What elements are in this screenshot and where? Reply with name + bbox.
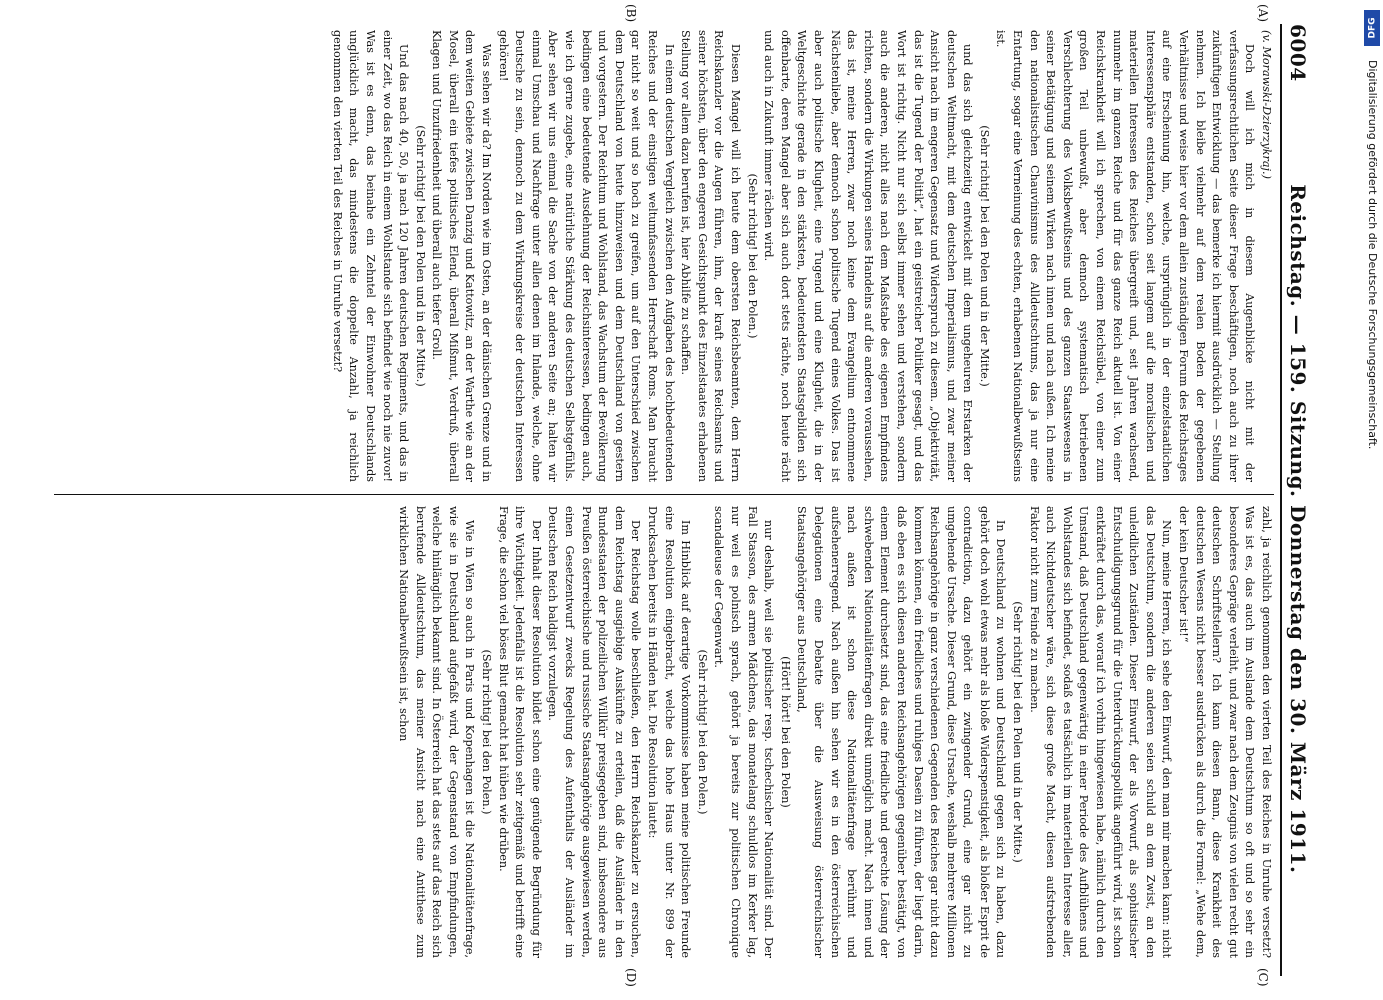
page-header (1286, 24, 1316, 976)
column-divider (54, 494, 1274, 495)
paragraph: zahl, ja reichlich genommen den vierten Teil des Reiches in Unruhe versetzt? Was ist es, das auch im Auslande dem Deutschtum so oft und so sehr ein besonderes Gepräge verleiht, und zwar nach dem Zeugnis von vielen recht gut deutschen Schriftstellern? Ich kann diesen Bann, diese Krankheit des deutschen Wesens nicht besser ausdrücken als durch die Formel: „Wehe dem, der kein Deutscher ist!“ (1177, 506, 1273, 958)
page-number: 6004 (1286, 24, 1310, 82)
dfg-logo-text: DFG (1367, 17, 1378, 39)
paragraph: Diesen Mangel will ich heute dem obersten Reichsbeamten, dem Herrn Reichskanzler vor die Augen führen, ihm, der kraft seines Reichsamts und seiner höchsten, über den engeren Gesichtspunkt des Einzelstaates erhabenen Stellung vor allem dazu berufen ist, hier Abhilfe zu schaffen. (679, 30, 742, 482)
interjection: (Sehr richtig! bei den Polen.) (480, 649, 494, 815)
resolution-text: Der Reichstag wolle beschließen, den Herrn Reichskanzler zu ersuchen, dem Reichstag ausgiebige Auskünfte zu erteilen, daß die Ausländer in den Bundesstaaten der polizeilichen Willkür preisgegeben sind, insbesondere aus Preußen österreichische und russische Staatsangehörige ausgewiesen werden, einen Gesetzentwurf zwecks Regelung des Aufenthalts der Ausländer im Deutschen Reich baldigst vorzulegen. (546, 506, 643, 958)
margin-marker-a: (A) (1256, 4, 1270, 23)
paragraph: Im Hinblick auf derartige Vorkommnisse haben meine politischen Freunde eine Resolution eingebracht, welche das hohe Haus unter Nr. 899 der Drucksachen bereits in Händen hat. Die Resolution lautet: (646, 506, 693, 958)
interjection: (Sehr richtig! bei den Polen und in der Mitte.) (1011, 601, 1025, 863)
session-title: Reichstag. — 159. Sitzung. Donnerstag den 30. März 1911. (1286, 184, 1310, 874)
margin-marker-b: (B) (624, 4, 638, 23)
interjection: (Sehr richtig! bei den Polen.) (745, 173, 759, 339)
interjection: (Hört! hört! bei den Polen) (778, 656, 792, 808)
dfg-logo (1364, 10, 1380, 46)
interjection: (Sehr richtig! bei den Polen und in der Mitte.) (413, 125, 427, 387)
paragraph: Wie in Wien so auch in Paris und Kopenhagen ist die Nationalitätenfrage, wie sie in Deutschland aufgefaßt wird, der Gegenstand von Empfindungen, welche hinlänglich bekannt sind. In Österreich hat das stets auf das Reich sich berufende Alldeutschtum, das meiner Ansicht nach eine Antithese zum wirklichen Nationalbewußtsein ist, schon (397, 506, 477, 958)
paragraph: und das sich gleichzeitig entwickelt mit dem ungeheuren Erstarken der deutschen Weltmacht, mit dem deutschen Imperialismus, und zwar meiner Ansicht nach im engeren Gegensatz und Widerspruch zu diesem. „Objektivität, das ist die Tugend der Politik“, hat ein geistreicher Politiker gesagt, und das Wort ist richtig. Nicht nur sich selbst immer sehen und verstehen, sondern auch die anderen, nicht alles nach dem Maßstabe des eigenen Empfindens richten, sondern die Wirkungen seines Handelns auf die anderen voraussehen, das ist, meine Herren, zwar noch keine dem Evangelium entnommene Nächstenliebe, aber dennoch schon politische Tugend eines Volkes. Das ist aber auch politische Klugheit, eine Tugend und eine Klugheit, die in der Weltgeschichte gerade in den stärksten, bedeutendsten Staatsgebilden sich offenbarte, deren Mangel aber sich auch dort stets rächte, noch heute rächt und auch in Zukunft immer rächen wird. (762, 30, 975, 482)
right-column (54, 506, 1274, 958)
speaker-label: (v. Morawski-Dzierzykraj.) (1260, 30, 1273, 179)
paragraph: Doch will ich mich in diesem Augenblicke nicht mit der verfassungsrechtlichen Seite dieser Frage beschäftigen, noch auch zu ihrer zukünftigen Entwicklung — das bemerke ich hiermit ausdrücklich — Stellung nehmen. Ich bleibe vielmehr auf dem realen Boden der gegebenen Verhältnisse und weise hier vor dem allein zuständigen Forum des Reichstages auf eine Erscheinung hin, welche, ursprünglich in der einzelstaatlichen Interessensphäre entstanden, schon seit langem auf die moralischen und materiellen Interessen des Reiches übergreift und, seit Jahren wachsend, nunmehr im ganzen Reiche und für das ganze Reich aktuell ist. Von einer Reichskrankheit will ich sprechen, von einem Reichsübel, von einer zum großen Teil unbewußt, aber dennoch systematisch betriebenen Verschlechterung des Volksbewußtseins und des ganzen Staatswesens in seiner Betätigung und seinem Wirken nach innen und nach außen. Ich meine den nationalistischen Chauvinismus des Alldeutschtums, das ja nur eine Entartung, sogar eine Verneinung des echten, erhabenen Nationalbewußtseins ist. (994, 30, 1257, 482)
paragraph: In einem deutschen Vergleich zwischen den Aufgaben des hochbedeutenden Reiches und der einstigen weltumfassenden Herrschaft Roms. Man braucht gar nicht so weit und so hoch zu greifen, um auf den Unterschied zwischen dem Deutschland von heute hinzuweisen und dem Deutschland von gestern und vorgestern. Der Reichtum und Wohlstand, das Wachstum der Bevölkerung bedingen eine bedeutende Ausdehnung der Reichsinteressen, bedingen auch, wie ich gerne zugebe, eine natürliche Stärkung des deutschen Selbstgefühls. Aber sehen wir uns einmal die Sache von der anderen Seite an; halten wir einmal Umschau und Nachfrage unter allen denen im Inlande, welche, ohne Deutsche zu sein, dennoch zu dem Wirkungskreise der deutschen Interessen gehören! (496, 30, 676, 482)
left-column (54, 30, 1274, 482)
digitization-credit: Digitalisierung gefördert durch die Deutsche Forschungsgemeinschaft. (1366, 60, 1379, 450)
digitization-sidebar (1362, 0, 1382, 1000)
interjection: (Sehr richtig! bei den Polen und in der Mitte.) (977, 125, 991, 387)
paragraph: In Deutschland zu wohnen und Deutschland gegen sich zu haben, dazu gehört doch wohl etwas mehr als bloße Widerspenstigkeit, als bloßer Esprit de contradiction, dazu gehört ein zwingender Grund, eine gar nicht zu umgehende Ursache. Dieser Grund, diese Ursache, weshalb mehrere Millionen Reichsangehörige in ganz verschiedenen Gegenden des Reiches gar nicht dazu kommen können, ein friedliches und ruhiges Dasein zu führen, der liegt darin, daß eben es sich diesen anderen Reichsangehörigen gegenüber bestätigt, von einem Element durchsetzt sind, das eine friedliche und gerechte Lösung der schwebenden Nationalitätenfragen direkt unmöglich macht. Nach innen und nach außen ist schon diese Nationalitätenfrage berühmt und aufsehenerregend. Nach außen hin sehen wir es in den österreichischen Delegationen eine Debatte über die Ausweisung österreichischer Staatsangehöriger aus Deutschland, (795, 506, 1008, 958)
margin-marker-d: (D) (624, 968, 638, 987)
paragraph: Der Inhalt dieser Resolution bildet schon eine genügende Begründung für ihre Wichtigkeit. Jedenfalls ist die Resolution sehr zeitgemäß und betrifft eine Frage, die schon viel böses Blut gemacht hat hüben wie drüben. (496, 506, 543, 958)
margin-marker-c: (C) (1256, 968, 1270, 987)
paragraph: Was sehen wir da? Im Norden wie im Osten, an der dänischen Grenze und in dem weiten Gebiete zwischen Danzig und Kattowitz, an der Warthe wie an der Mosel, überall ein tiefes politisches Elend, überall Mißmut, Verdruß, überall Klagen und Unzufriedenheit und überall auch tiefer Groll. (430, 30, 494, 482)
paragraph: Und das nach 40, 50, ja nach 120 Jahren deutschen Regiments, und das in einer Zeit, wo das Reich in einem Wohlstande sich befindet wie noch nie zuvor! Was ist es denn, das beinahe ein Zehntel der Einwohner Deutschlands unglücklich macht, das mindestens die doppelte Anzahl, ja reichlich genommen den vierten Teil des Reiches in Unruhe versetzt? (330, 30, 411, 482)
header-rule (1280, 24, 1282, 976)
paragraph: Nun, meine Herren, ich sehe den Einwurf, den man mir machen kann: nicht das Deutschtum, sondern die anderen seien schuld an dem Zwist, an den unleidlichen Zuständen. Dieser Einwurf, der als Vorwurf, als sophistischer Entschuldigungsgrund für die Unterdrückungspolitik angeführt wird, ist schon entkräftet durch das, worauf ich vorhin hingewiesen habe, nämlich durch den Umstand, daß Deutschland gegenwärtig in einer Periode des Aufblühens und Wohlstandes sich befindet, sodaß es tatsächlich im materiellen Interesse aller, auch Nichtdeutscher wäre, sich diese große Macht, diesen aufstrebenden Faktor nicht zum Feinde zu machen. (1027, 506, 1174, 958)
interjection: (Sehr richtig! bei den Polen.) (695, 649, 709, 815)
paragraph: nur deshalb, weil sie politischer resp. tschechischer Nationalität sind. Der Fall Stasson, des armen Mädchens, das monatelang schuldlos im Kerker lag, nur weil es polnisch sprach, gehört ja bereits zur politischen Chronique scandaleuse der Gegenwart. (712, 506, 776, 958)
rotated-page (20, 0, 1320, 1000)
